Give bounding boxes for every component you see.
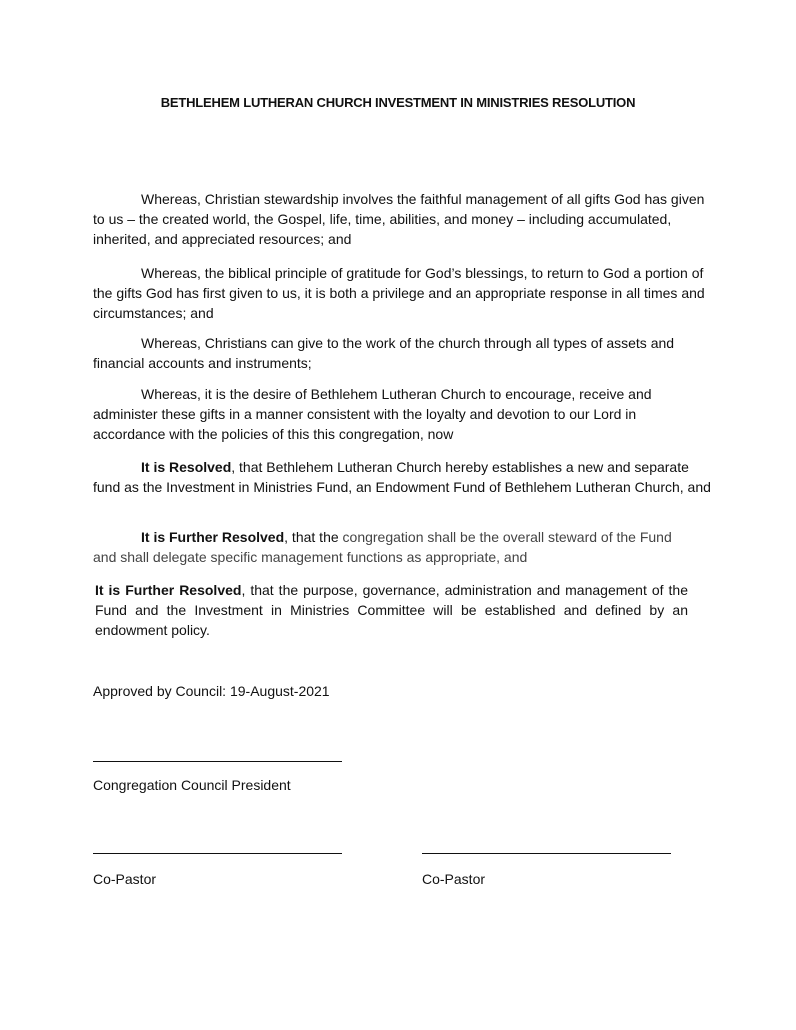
president-signature-line xyxy=(93,761,342,762)
whereas-paragraph-3: Whereas, Christians can give to the work of the church through all types of assets and financial accounts and instruments; xyxy=(93,335,675,371)
copastor-2-signature-line xyxy=(422,853,671,854)
page-title: BETHLEHEM LUTHERAN CHURCH INVESTMENT IN MINISTRIES RESOLUTION xyxy=(160,95,636,110)
resolved-2-text-b: congregation shall be the overall steward of the Fund and shall delegate specific management functions as appropriate, and xyxy=(93,529,672,565)
resolved-3-text: , that the purpose, governance, administration and management of the Fund and the Investment in Ministries Committee will be established and defined by an endowment policy. xyxy=(95,582,688,638)
resolved-1-text: , that Bethlehem Lutheran Church hereby establishes a new and separate fund as the Investment in Ministries Fund, an Endowment Fund of Bethlehem Lutheran Church, and xyxy=(93,459,711,495)
copastor-2-signature-label: Co-Pastor xyxy=(422,871,486,887)
resolved-2-lead: It is Further Resolved xyxy=(141,529,285,545)
resolved-paragraph-3 xyxy=(95,580,688,640)
whereas-paragraph-4: Whereas, it is the desire of Bethlehem Lutheran Church to encourage, receive and administer these gifts in a manner consistent with the loyalty and devotion to our Lord in accordance with the policies of this this congregation, now xyxy=(93,386,652,442)
copastor-1-signature-line xyxy=(93,853,342,854)
resolved-paragraph-1 xyxy=(93,457,711,497)
whereas-paragraph-1: Whereas, Christian stewardship involves the faithful management of all gifts God has given to us – the created world, the Gospel, life, time, abilities, and money – including accumulated, inherited, and appreciated resources; and xyxy=(93,191,705,247)
approval-date: Approved by Council: 19-August-2021 xyxy=(93,683,330,699)
resolved-1-lead: It is Resolved xyxy=(141,459,232,475)
president-signature-label: Congregation Council President xyxy=(93,777,291,793)
resolved-2-text-a: , that the xyxy=(284,529,343,545)
whereas-paragraph-2: Whereas, the biblical principle of gratitude for God’s blessings, to return to God a portion of the gifts God has first given to us, it is both a privilege and an appropriate response in all times and circumstances; and xyxy=(93,265,705,321)
resolved-3-lead: It is Further Resolved xyxy=(95,582,242,598)
copastor-1-signature-label: Co-Pastor xyxy=(93,871,157,887)
resolved-paragraph-2 xyxy=(93,527,693,567)
